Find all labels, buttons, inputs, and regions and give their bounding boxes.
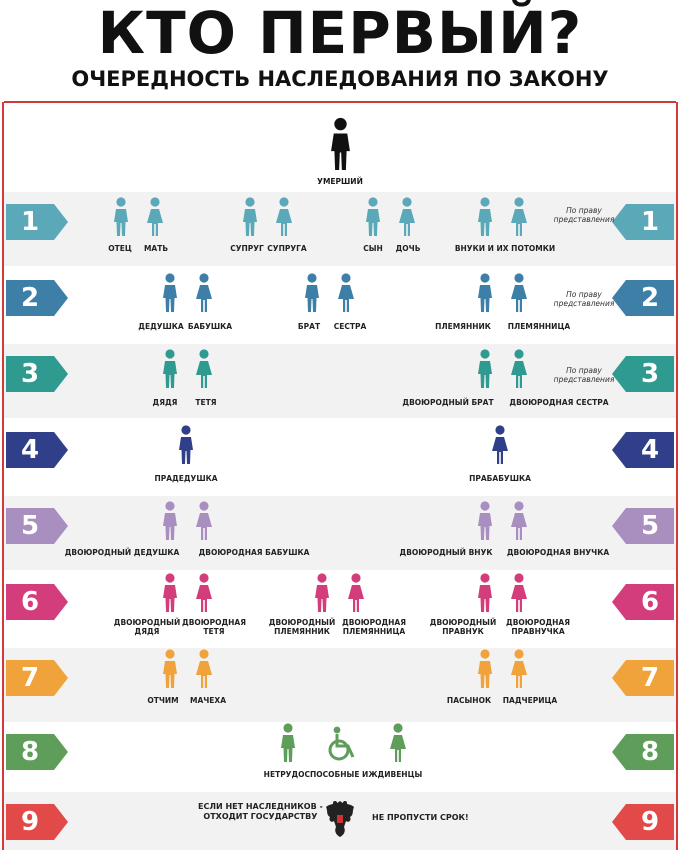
grandnephew-figure <box>475 500 495 540</box>
cousin-great-grandson-figure <box>475 572 495 612</box>
queue-badge-left-1 <box>6 204 68 240</box>
great-grandmother-figure <box>490 424 510 464</box>
queue-number: 4 <box>20 435 40 465</box>
nephew-figure <box>475 272 495 312</box>
queue-badge-right-7 <box>612 660 674 696</box>
queue-badge-right-2 <box>612 280 674 316</box>
queue-number: 2 <box>20 283 40 313</box>
queue-badge-left-5 <box>6 508 68 544</box>
label-daughter: ДОЧЬ <box>395 244 421 253</box>
queue-badge-left-7 <box>6 660 68 696</box>
label-cousin-great-grandson: ДВОЮРОДНЫЙ ПРАВНУК <box>429 618 497 636</box>
queue-number: 4 <box>640 435 660 465</box>
brother-figure <box>302 272 322 312</box>
label-stepfather: ОТЧИМ <box>147 696 179 705</box>
queue-number: 5 <box>20 511 40 541</box>
sister-figure <box>336 272 356 312</box>
cousin-nephew-figure <box>312 572 332 612</box>
queue-number: 7 <box>20 663 40 693</box>
queue-badge-left-8 <box>6 734 68 770</box>
stepmother-figure <box>194 648 214 688</box>
son-figure <box>363 196 383 236</box>
label-mother: МАТЬ <box>143 244 169 253</box>
stepdaughter-figure <box>509 648 529 688</box>
label-wife: СУПРУГА <box>267 244 307 253</box>
queue-band-5 <box>4 496 676 570</box>
queue-number: 6 <box>640 587 660 617</box>
queue-badge-right-6 <box>612 584 674 620</box>
label-grandmother: БАБУШКА <box>187 322 233 331</box>
queue-number: 9 <box>20 807 40 837</box>
first-cousin-once-removed-aunt-figure <box>194 572 214 612</box>
label-aunt: ТЕТЯ <box>195 398 217 407</box>
queue-badge-right-3 <box>612 356 674 392</box>
grandmother-figure <box>194 272 214 312</box>
father-figure <box>111 196 131 236</box>
deceased-figure <box>327 116 354 170</box>
label-cousin-aunt: ДВОЮРОДНАЯ ТЕТЯ <box>182 618 246 636</box>
stepson-figure <box>475 648 495 688</box>
queue-badge-right-9 <box>612 804 674 840</box>
cousin-male-figure <box>475 348 495 388</box>
label-cousin-great-granddaughter: ДВОЮРОДНАЯ ПРАВНУЧКА <box>506 618 570 636</box>
label-son: СЫН <box>363 244 383 253</box>
label-grandchildren: ВНУКИ И ИХ ПОТОМКИ <box>454 244 556 253</box>
label-cousin-brother: ДВОЮРОДНЫЙ БРАТ <box>402 398 494 407</box>
label-brother: БРАТ <box>297 322 321 331</box>
deceased-label: УМЕРШИЙ <box>317 177 363 186</box>
deadline-reminder-text: НЕ ПРОПУСТИ СРОК! <box>372 813 469 822</box>
queue-number: 6 <box>20 587 40 617</box>
queue-number: 3 <box>20 359 40 389</box>
grandchild-male-figure <box>475 196 495 236</box>
grandchild-female-figure <box>509 196 529 236</box>
label-niece: ПЛЕМЯННИЦА <box>507 322 571 331</box>
spouse-male-figure <box>240 196 260 236</box>
aunt-figure <box>194 348 214 388</box>
queue-badge-left-4 <box>6 432 68 468</box>
queue-badge-right-1 <box>612 204 674 240</box>
great-aunt-figure <box>194 500 214 540</box>
coat-of-arms-icon <box>322 797 358 841</box>
grandniece-figure <box>509 500 529 540</box>
label-grandnephew: ДВОЮРОДНЫЙ ВНУК <box>399 548 493 557</box>
label-cousin-sister: ДВОЮРОДНАЯ СЕСТРА <box>509 398 609 407</box>
queue-badge-left-9 <box>6 804 68 840</box>
queue-number: 5 <box>640 511 660 541</box>
dependent-female-figure <box>388 722 408 762</box>
label-stepson: ПАСЫНОК <box>446 696 492 705</box>
niece-figure <box>509 272 529 312</box>
queue-number: 8 <box>640 737 660 767</box>
queue-number: 9 <box>640 807 660 837</box>
daughter-figure <box>397 196 417 236</box>
queue-number: 1 <box>20 207 40 237</box>
queue-number: 3 <box>640 359 660 389</box>
queue-band-7 <box>4 648 676 722</box>
representation-note-2: По праву представления <box>553 290 615 308</box>
label-uncle: ДЯДЯ <box>152 398 178 407</box>
queue-badge-right-8 <box>612 734 674 770</box>
queue-badge-left-6 <box>6 584 68 620</box>
representation-note-3: По праву представления <box>553 366 615 384</box>
label-sister: СЕСТРА <box>333 322 367 331</box>
label-stepdaughter: ПАДЧЕРИЦА <box>502 696 558 705</box>
representation-note-1: По праву представления <box>553 206 615 224</box>
mother-figure <box>145 196 165 236</box>
dependent-male-figure <box>278 722 298 762</box>
queue-number: 7 <box>640 663 660 693</box>
cousin-female-figure <box>509 348 529 388</box>
queue-badge-left-2 <box>6 280 68 316</box>
label-father: ОТЕЦ <box>108 244 132 253</box>
cousin-niece-figure <box>346 572 366 612</box>
queue-band-1 <box>4 192 676 266</box>
label-cousin-uncle: ДВОЮРОДНЫЙ ДЯДЯ <box>113 618 181 636</box>
uncle-figure <box>160 348 180 388</box>
spouse-female-figure <box>274 196 294 236</box>
great-uncle-figure <box>160 500 180 540</box>
label-grandfather: ДЕДУШКА <box>138 322 184 331</box>
label-dependents: НЕТРУДОСПОСОБНЫЕ ИЖДИВЕНЦЫ <box>263 770 423 779</box>
wheelchair-icon <box>324 726 362 762</box>
queue-number: 2 <box>640 283 660 313</box>
queue-badge-left-3 <box>6 356 68 392</box>
label-cousin-nephew: ДВОЮРОДНЫЙ ПЛЕМЯННИК <box>268 618 336 636</box>
first-cousin-once-removed-uncle-figure <box>160 572 180 612</box>
label-great-aunt: ДВОЮРОДНАЯ БАБУШКА <box>198 548 310 557</box>
label-grandniece: ДВОЮРОДНАЯ ВНУЧКА <box>506 548 610 557</box>
label-cousin-niece: ДВОЮРОДНАЯ ПЛЕМЯННИЦА <box>342 618 406 636</box>
state-inherits-text: ЕСЛИ НЕТ НАСЛЕДНИКОВ - ОТХОДИТ ГОСУДАРСТВУ <box>198 802 323 821</box>
page-subtitle: ОЧЕРЕДНОСТЬ НАСЛЕДОВАНИЯ ПО ЗАКОНУ <box>71 67 609 91</box>
queue-badge-right-5 <box>612 508 674 544</box>
page-title: КТО ПЕРВЫЙ? <box>97 0 583 67</box>
label-stepmother: МАЧЕХА <box>189 696 227 705</box>
queue-badge-right-4 <box>612 432 674 468</box>
stepfather-figure <box>160 648 180 688</box>
label-nephew: ПЛЕМЯННИК <box>435 322 491 331</box>
queue-number: 1 <box>640 207 660 237</box>
label-great-grandfather: ПРАДЕДУШКА <box>154 474 218 483</box>
cousin-great-granddaughter-figure <box>509 572 529 612</box>
label-husband: СУПРУГ <box>230 244 264 253</box>
label-great-uncle: ДВОЮРОДНЫЙ ДЕДУШКА <box>64 548 180 557</box>
queue-number: 8 <box>20 737 40 767</box>
label-great-grandmother: ПРАБАБУШКА <box>469 474 531 483</box>
great-grandfather-figure <box>176 424 196 464</box>
grandfather-figure <box>160 272 180 312</box>
